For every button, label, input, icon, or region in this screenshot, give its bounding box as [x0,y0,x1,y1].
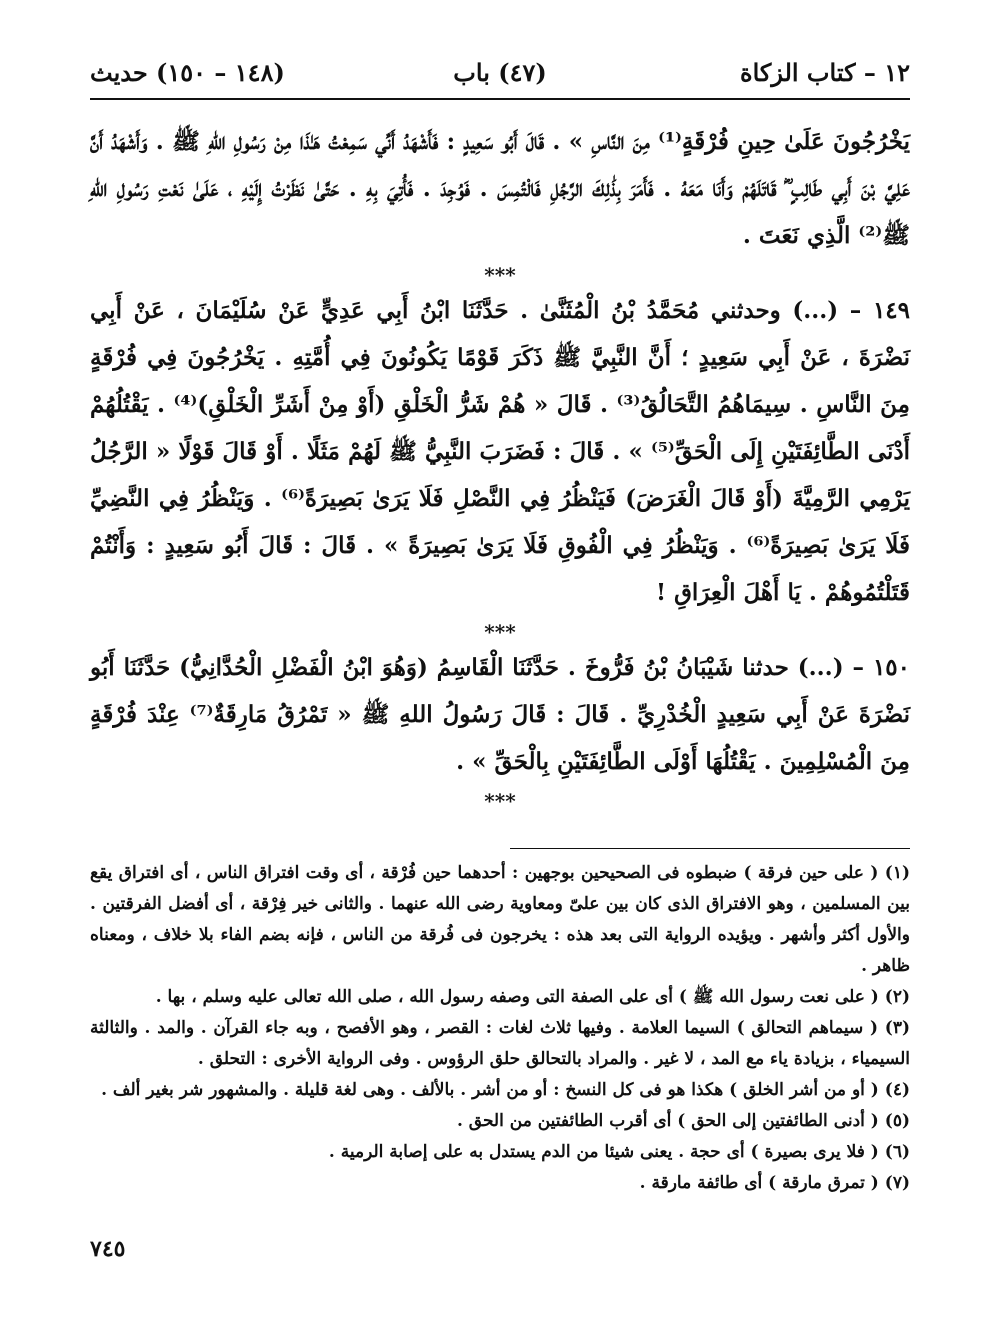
footnote-1: (١) ( على حين فرقة ) ضبطوه فى الصحيحين بوجهين : أحدهما حين فُرْقة ، أى وقت افتراق الناس ، أى افتراق يقع بين المسلمين ، وهو الافتراق الذى كان بين علىّ ومعاوية رضى الله عنهما . والثانى خير فِرْقة ، أى أفضل الفرقتين . والأول أكثر وأشهر . ويؤيده الرواية التى بعد هذه : يخرجون فى فُرقة من الناس ، فإنه بضم الفاء بلا خلاف ، ومعناه ظاهر . [90,863,910,976]
footnote-7: (٧) ( تمرق مارقة ) أى طائفة مارقة . [639,1173,910,1193]
footnote-5: (٥) ( أدنى الطائفتين إلى الحق ) أى أقرب الطائفتين من الحق . [456,1111,910,1131]
running-header [90,52,910,100]
footnote-3: (٣) ( سيماهم التحالق ) السيما العلامة . وفيها ثلاث لغات : القصر ، وهو الأفصح ، وبه جاء القرآن . والمد . والثالثة السيمياء ، بزيادة ياء مع المد ، لا غير . والمراد بالتحالق حلق الرؤوس . وفى الرواية الأخرى : التحلق . [90,1018,910,1069]
hadith-continuation: يَخْرُجُونَ عَلَىٰ حِينِ فُرْقَةٍ⁽¹⁾ مِنَ النَّاسِ » . قَالَ أَبُو سَعِيدٍ : فَأَشْهَدُ أَنِّي سَمِعْتُ هَـٰذَا مِنْ رَسُولِ اللهِ ﷺ . وَأَشْهَدُ أَنَّ عَلِيَّ بْنَ أَبِي طَالِبٍ ؓ قَاتَلَهُمْ وَأَنَا مَعَهُ . فَأَمَرَ بِذَٰلِكَ الرَّجُلِ فَالْتُمِسَ . فَوُجِدَ . فَأُتِيَ بِهِ . حَتَّىٰ نَظَرْتُ إِلَيْهِ ، عَلَىٰ نَعْتِ رَسُولِ اللهِ ﷺ⁽²⁾ الَّذِي نَعَتَ . [90,128,910,249]
header-divider [90,98,910,100]
header-chapter: (٤٧) باب [453,58,547,87]
section-separator: *** [484,620,516,644]
hadith-150: ١٥٠ – (...) حدثنا شَيْبَانُ بْنُ فَرُّوخَ . حَدَّثَنَا الْقَاسِمُ (وَهُوَ ابْنُ الْفَضْلِ الْحُدَّانِيُّ) حَدَّثَنَا أَبُو نَضْرَةَ عَنْ أَبِي سَعِيدٍ الْخُدْرِيِّ . قَالَ : قَالَ رَسُولُ اللهِ ﷺ « تَمْرُقُ مَارِقَةٌ⁽⁷⁾ عِنْدَ فُرْقَةٍ مِنَ الْمُسْلِمِينَ . يَقْتُلُهَا أَوْلَى الطَّائِفَتَيْنِ بِالْحَقِّ » . [90,654,910,775]
main-text [90,118,910,813]
page-number: ٧٤٥ [90,1236,126,1262]
footnote-divider [510,848,910,849]
section-separator: *** [484,789,516,813]
section-separator: *** [484,263,516,287]
header-hadith-range: (١٤٨ – ١٥٠) حديث [90,58,285,87]
footnote-2: (٢) ( على نعت رسول الله ﷺ ) أى على الصفة التى وصفه رسول الله ، صلى الله تعالى عليه وسلم ، بها . [155,987,910,1007]
footnote-6: (٦) ( فلا يرى بصيرة ) أى حجة . يعنى شيئا من الدم يستدل به على إصابة الرمية . [328,1142,910,1162]
footnotes [90,858,910,1199]
footnote-4: (٤) ( أو من أشر الخلق ) هكذا هو فى كل النسخ : أو من أشر . بالألف . وهى لغة قليلة . والمشهور شر بغير ألف . [101,1080,910,1100]
header-book-title: ١٢ – كتاب الزكاة [740,58,910,87]
hadith-149: ١٤٩ – (...) وحدثني مُحَمَّدُ بْنُ الْمُثَنَّىٰ . حَدَّثَنَا ابْنُ أَبِي عَدِيٍّ عَنْ سُلَيْمَانَ ، عَنْ أَبِي نَضْرَةَ ، عَنْ أَبِي سَعِيدٍ ؛ أَنَّ النَّبِيَّ ﷺ ذَكَرَ قَوْمًا يَكُونُونَ فِي أُمَّتِهِ . يَخْرُجُونَ فِي فُرْقَةٍ مِنَ النَّاسِ . سِيمَاهُمُ التَّحَالُقُ⁽³⁾ . قَالَ « هُمْ شَرُّ الْخَلْقِ (أَوْ مِنْ أَشَرِّ الْخَلْقِ)⁽⁴⁾ . يَقْتُلُهُمْ أَدْنَى الطَّائِفَتَيْنِ إِلَى الْحَقِّ⁽⁵⁾ » . قَالَ : فَضَرَبَ النَّبِيُّ ﷺ لَهُمْ مَثَلًا . أَوْ قَالَ قَوْلًا « الرَّجُلُ يَرْمِي الرَّمِيَّةَ (أَوْ قَالَ الْغَرَضَ) فَيَنْظُرُ فِي النَّصْلِ فَلَا يَرَىٰ بَصِيرَةً⁽⁶⁾ . وَيَنْظُرُ فِي النَّضِيِّ فَلَا يَرَىٰ بَصِيرَةً⁽⁶⁾ . وَيَنْظُرُ فِي الْفُوقِ فَلَا يَرَىٰ بَصِيرَةً » . قَالَ : قَالَ أَبُو سَعِيدٍ : وَأَنْتُمْ قَتَلْتُمُوهُمْ . يَا أَهْلَ الْعِرَاقِ ! [90,297,911,606]
